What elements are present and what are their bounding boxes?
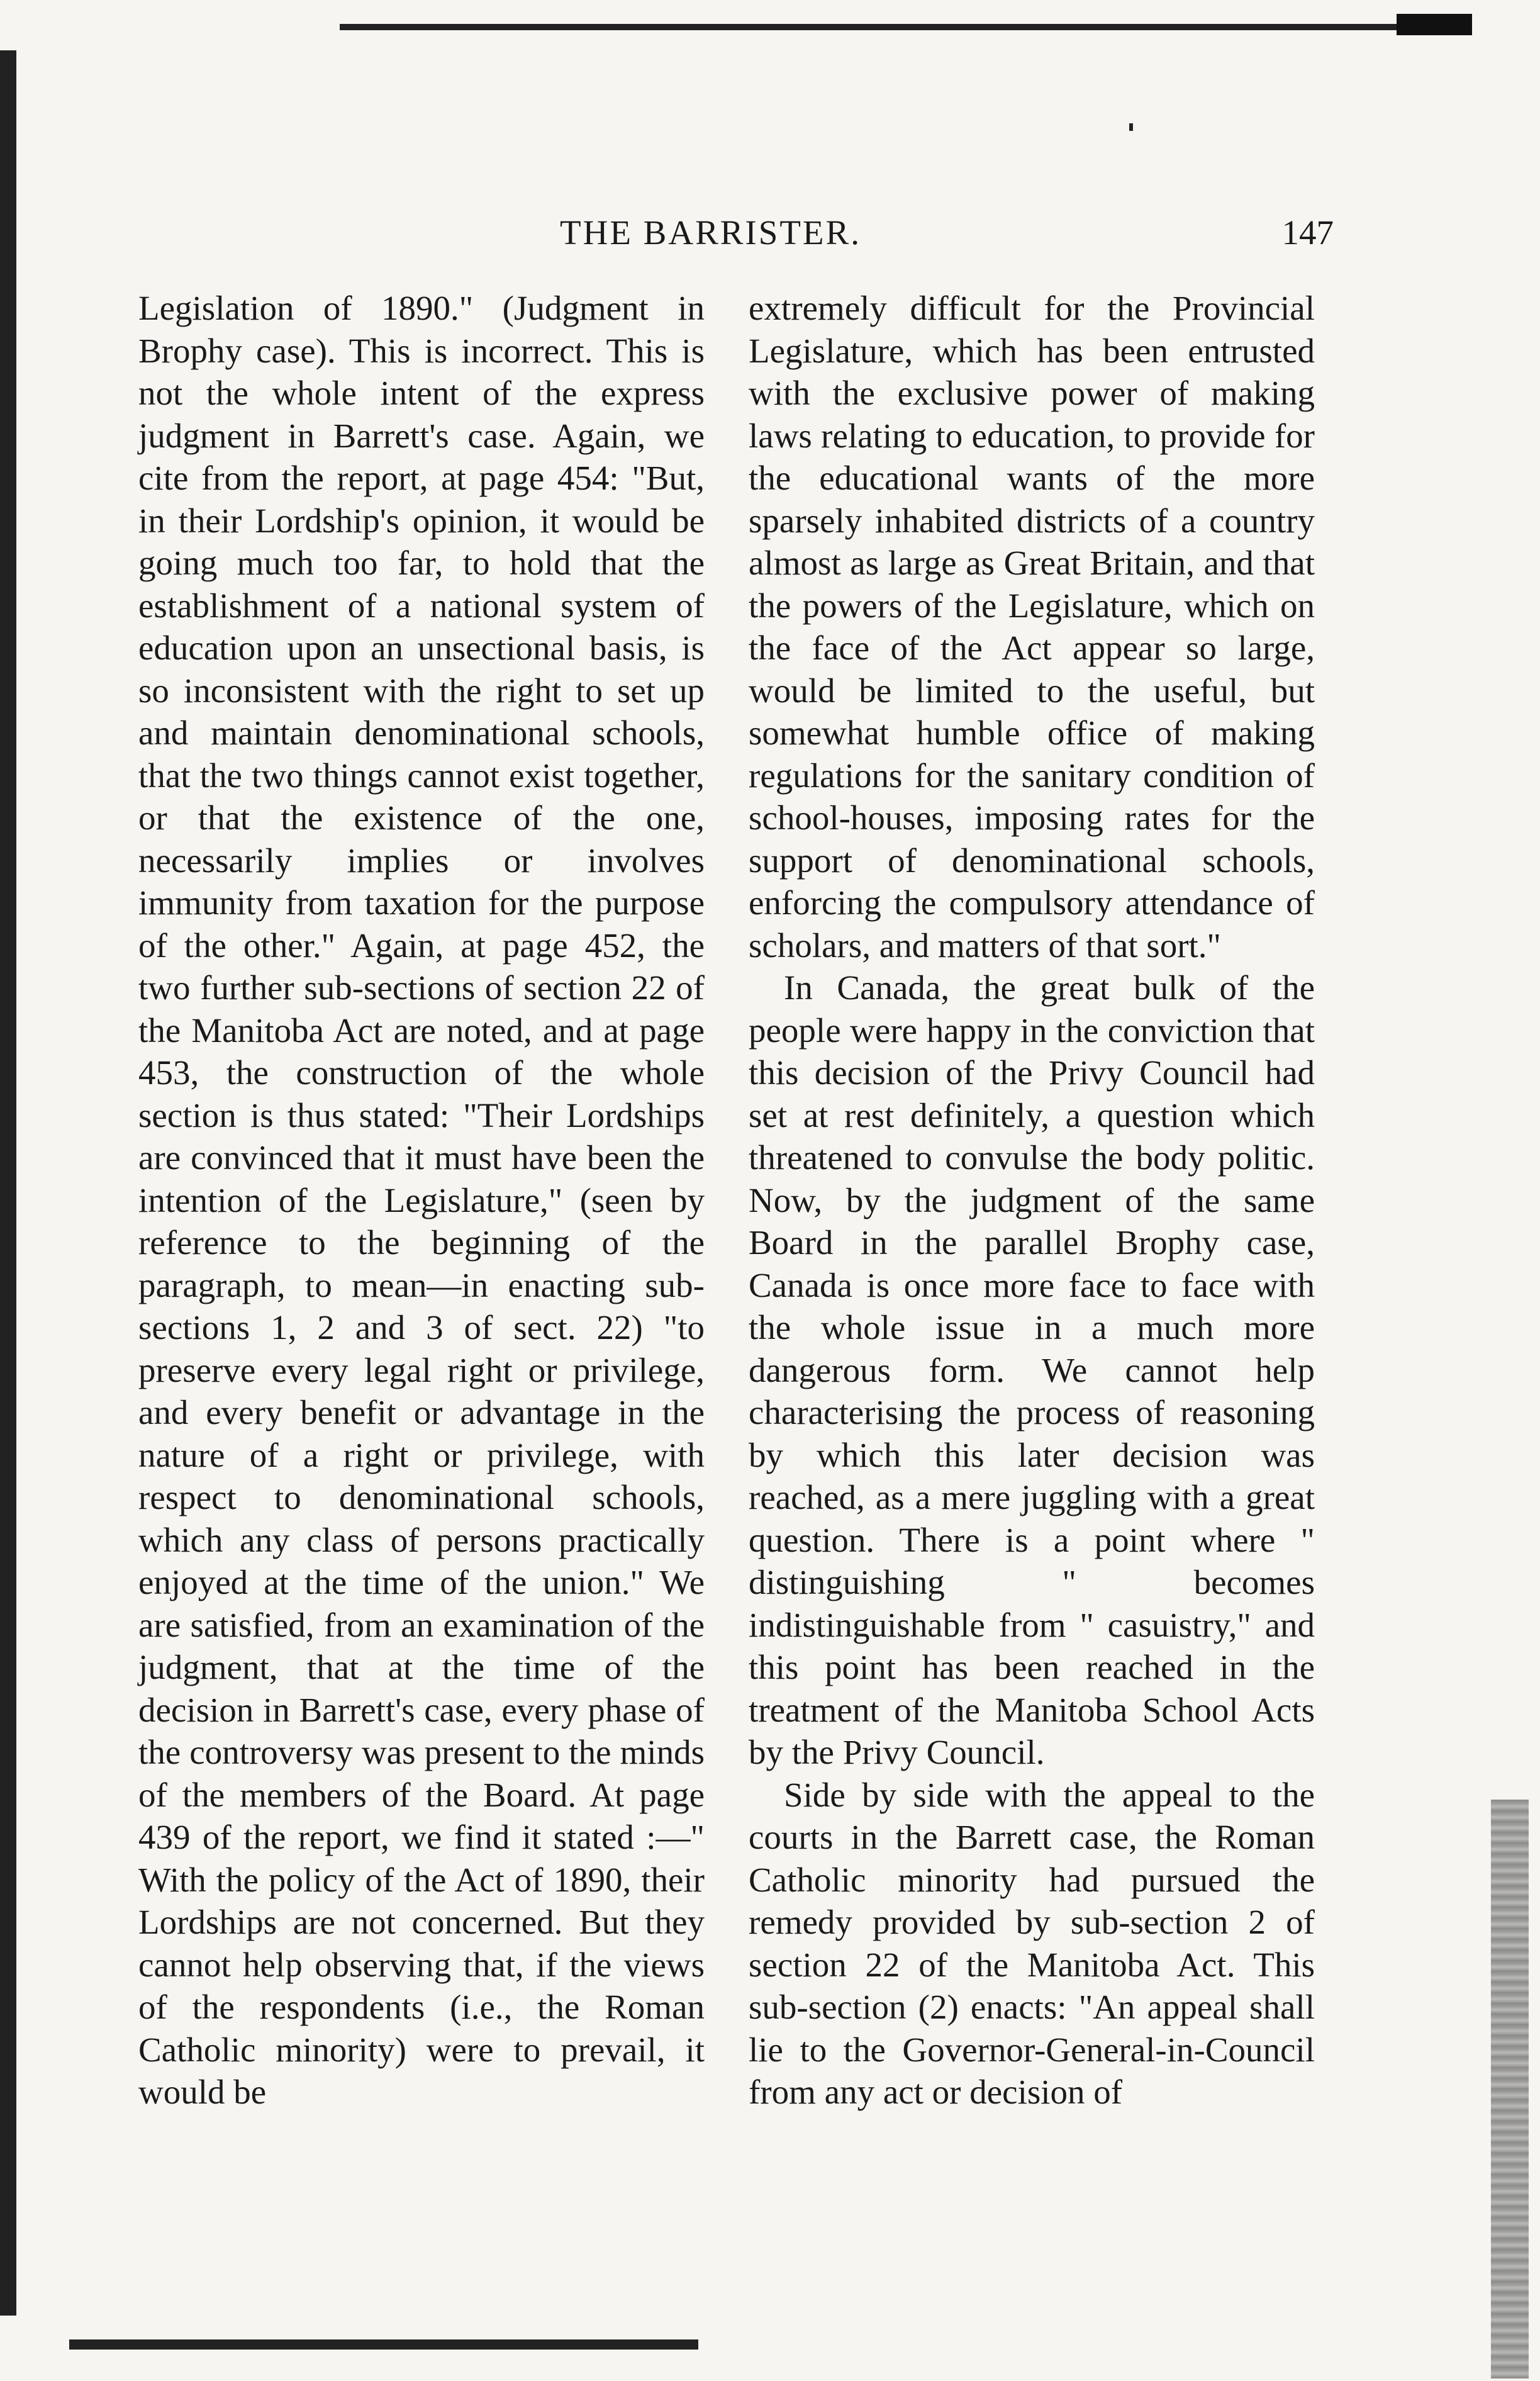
top-rule-mark [1397,14,1472,35]
left-column [138,287,705,2114]
page-header [151,213,1334,263]
top-rule [340,24,1447,30]
right-paragraph-1: extremely difficult for the Provincial Legislature, which has been entrusted with the exclusive power of making laws relating to education, to provide for the educational wants of the more sparsely inhabited districts of a country almost as large as Great Britain, and that the powers of the Legislature, which on the face of the Act appear so large, would be limited to the useful, but somewhat humble office of making regulations for the sanitary condition of school-houses, imposing rates for the support of denominational schools, enforcing the compulsory attendance of scholars, and matters of that sort." [749,289,1315,965]
left-paragraph-1: Legislation of 1890." (Judgment in Brophy case). This is incorrect. This is not the whole intent of the express judgment in Barrett's case. Again, we cite from the report, at page 454: "But, in their Lordship's opinion, it would be going much too far, to hold that the establishment of a national system of education upon an unsectional basis, is so inconsistent with the right to set up and maintain denominational schools, that the two things cannot exist together, or that the existence of the one, necessarily implies or involves immunity from taxation for the purpose of the other." Again, at page 452, the two further sub-sections of section 22 of the Manitoba Act are noted, and at page 453, the construction of the whole section is thus stated: "Their Lordships are convinced that it must have been the intention of the Legislature," (seen by reference to the beginning of the paragraph, to mean—in enacting sub-sections 1, 2 and 3 of sect. 22) "to preserve every legal right or privilege, and every benefit or advantage in the nature of a right or privilege, with respect to denominational schools, which any class of persons practically enjoyed at the time of the union." We are satisfied, from an examination of the judgment, that at the time of the decision in Barrett's case, every phase of the controversy was present to the minds of the members of the Board. At page 439 of the report, we find it stated :—" With the policy of the Act of 1890, their Lordships are not concerned. But they cannot help observing that, if the views of the respondents (i.e., the Roman Catholic minority) were to prevail, it would be [138,289,705,2111]
bottom-rule [69,2339,698,2350]
running-head: THE BARRISTER. [560,213,861,252]
right-paragraph-2: In Canada, the great bulk of the people were happy in the conviction that this decision of the Privy Council had set at rest definitely, a question which threatened to convulse the body politic. Now, by the judgment of the same Board in the parallel Brophy case, Canada is once more face to face with the whole issue in a much more dangerous form. We cannot help characterising the process of reasoning by which this later decision was reached, as a mere juggling with a great question. There is a point where " distinguishing " becomes indistinguishable from " casuistry," and this point has been reached in the treatment of the Manitoba School Acts by the Privy Council. [749,968,1315,1771]
right-paragraph-3: Side by side with the appeal to the courts in the Barrett case, the Roman Catholic minority had pursued the remedy provided by sub-section 2 of section 22 of the Manitoba Act. This sub-section (2) enacts: "An appeal shall lie to the Governor-General-in-Council from any act or decision of [749,1775,1315,2111]
right-scan-edge [1491,1800,1529,2378]
page-number: 147 [1281,213,1334,252]
left-scan-edge [0,50,16,2316]
ink-speck [1129,123,1133,131]
right-column [749,287,1315,2114]
